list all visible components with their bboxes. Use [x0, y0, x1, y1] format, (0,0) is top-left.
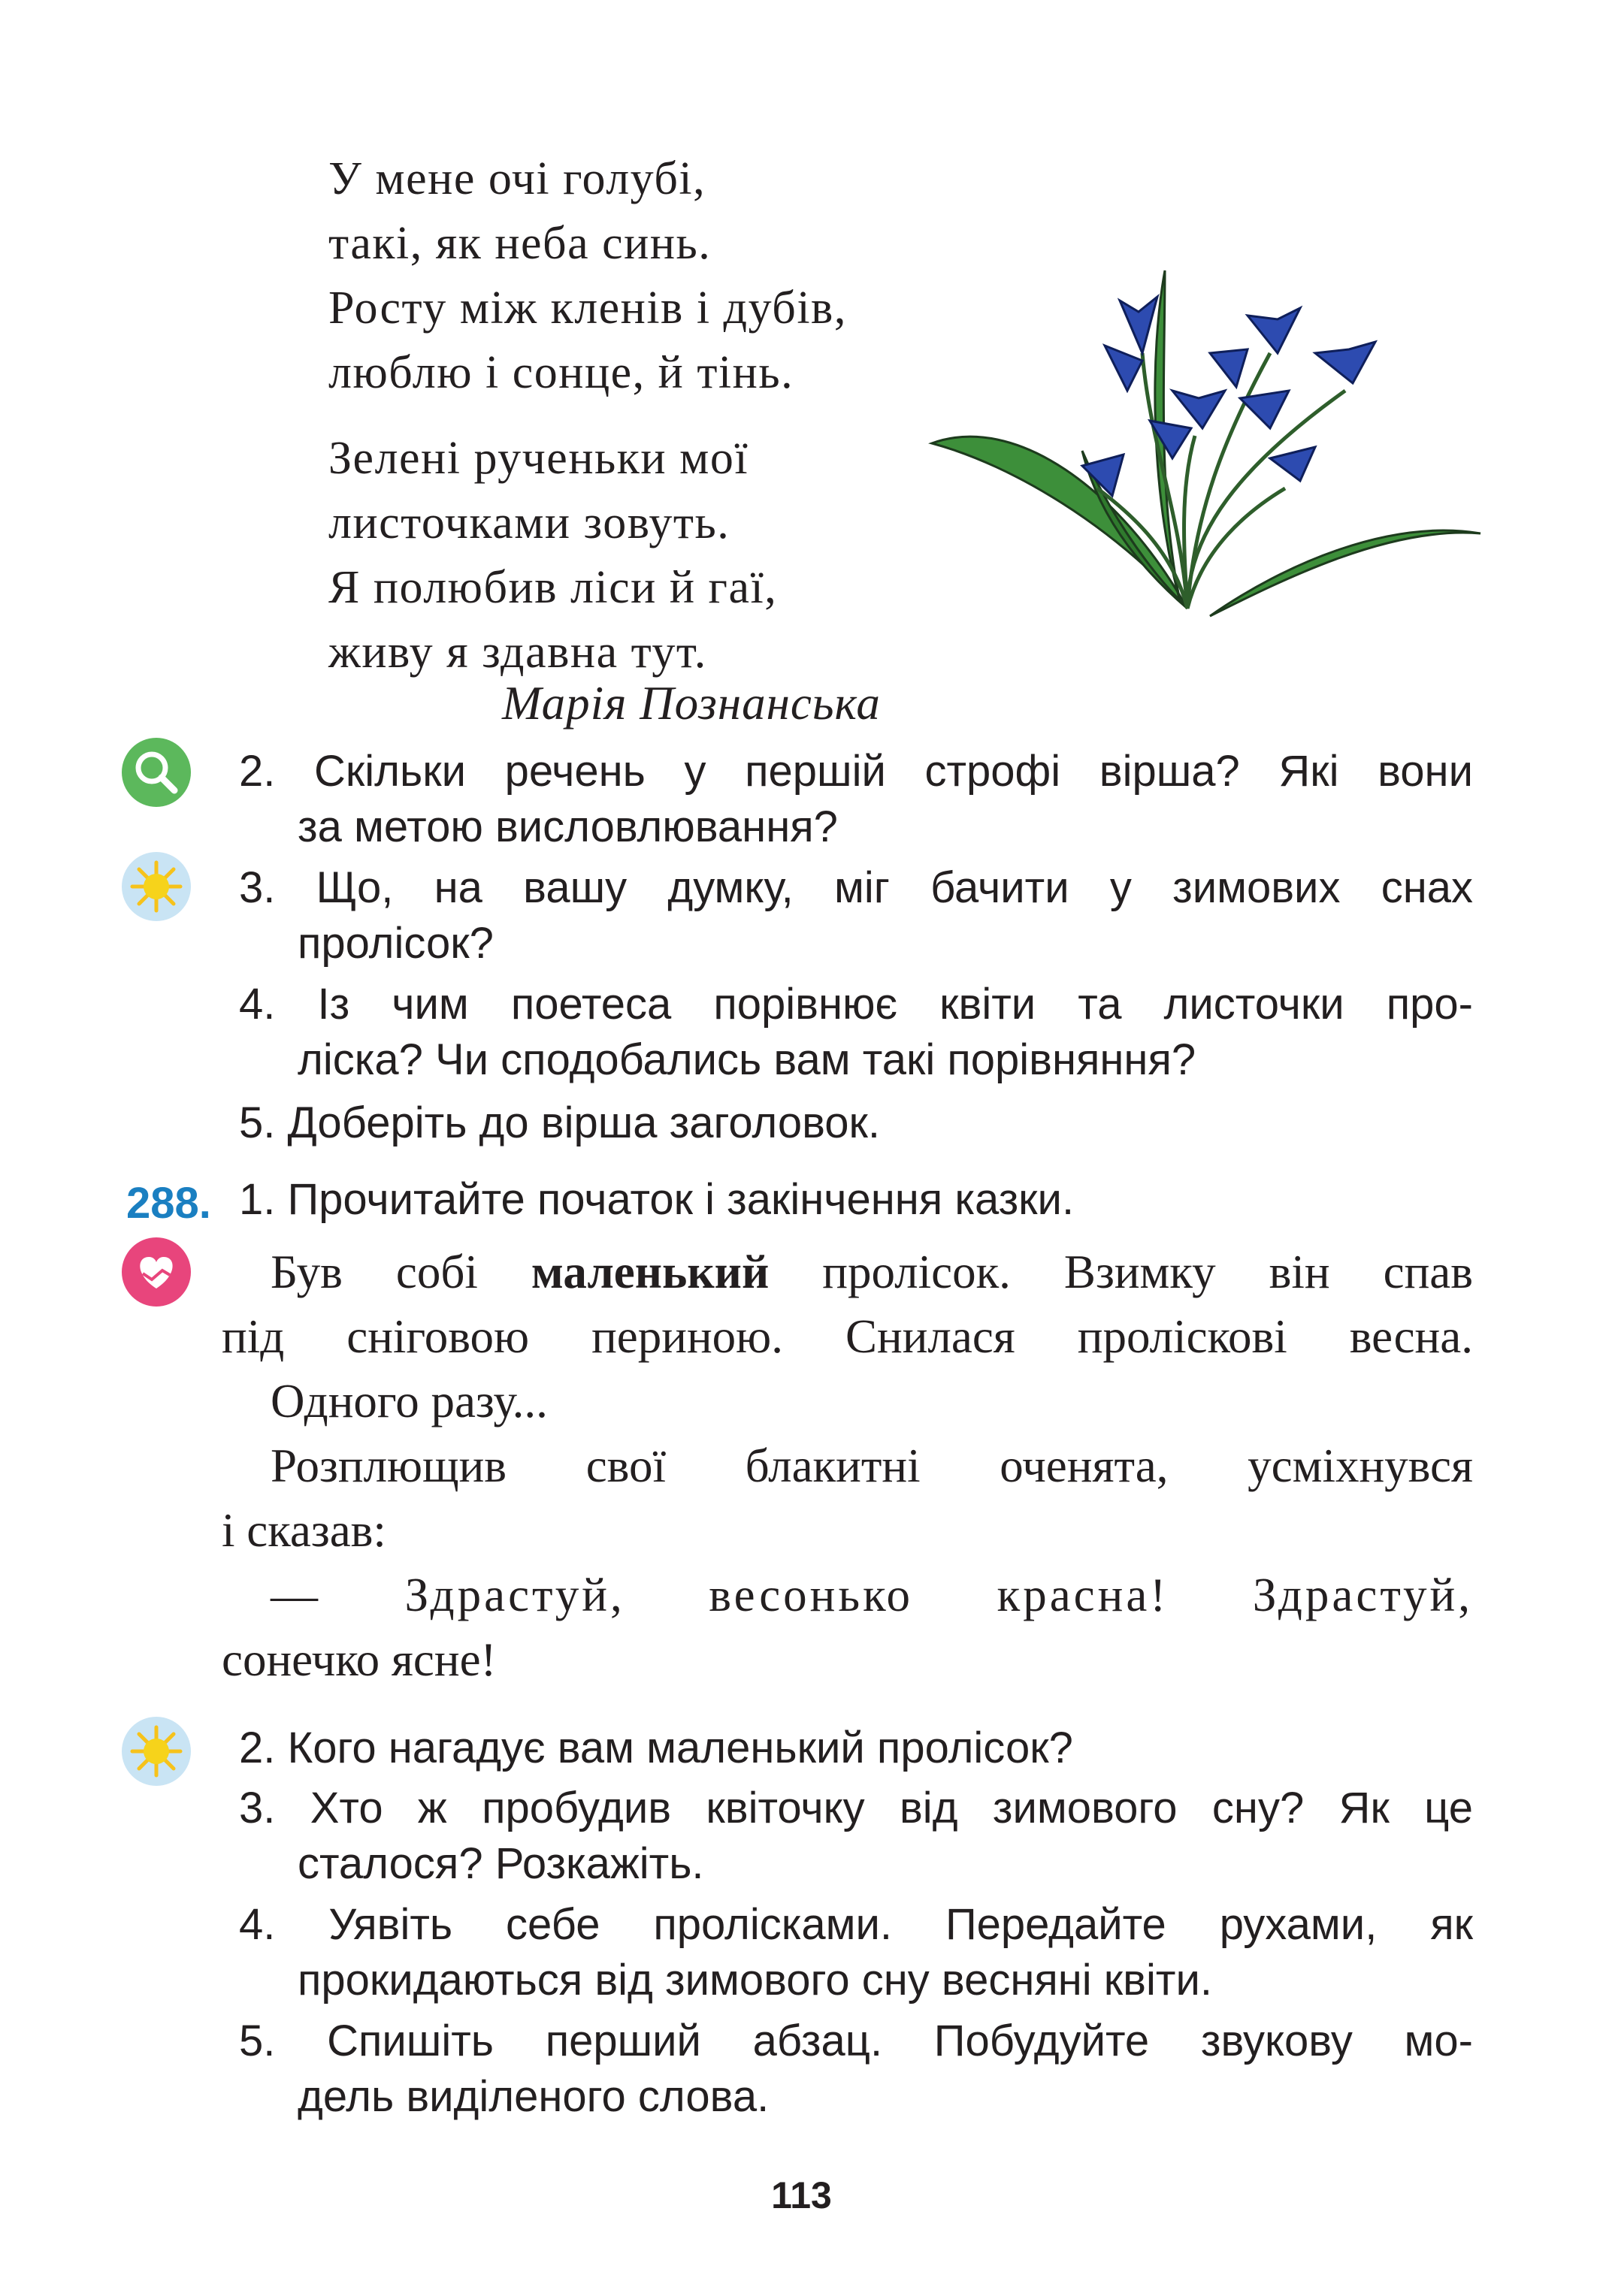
story-line: — Здрастуй, весонько красна! Здрастуй,: [271, 1569, 1473, 1621]
magnifier-icon: [120, 736, 192, 808]
question-line: прокидаються від зимового сну весняні квіти.: [298, 1956, 1212, 2004]
question-line: 4. Уявіть себе пролісками. Передайте рухами, як: [239, 1900, 1473, 1949]
question-5: [239, 1095, 1473, 1151]
question-3: [239, 860, 1473, 971]
question-line: 2. Кого нагадує вам маленький пролісок?: [239, 1724, 1073, 1772]
poem-line: У мене очі голубі,: [328, 153, 706, 204]
poem-line: живу я здавна тут.: [328, 627, 707, 678]
fairy-tale-text: [222, 1240, 1473, 1692]
story-text: Був собі: [271, 1246, 531, 1298]
question-line: 4. Із чим поетеса порівнює квіти та листочки про-: [239, 980, 1473, 1029]
poem-stanza-2: [328, 426, 1005, 684]
story-line: під сніговою периною. Снилася пролісковi весна.: [222, 1310, 1473, 1363]
story-line: сонечко ясне!: [222, 1633, 497, 1686]
question-line: 5. Спишіть перший абзац. Побудуйте звукову мо-: [239, 2017, 1473, 2065]
poem-author: Марія Познанська: [502, 677, 881, 730]
poem: [328, 147, 1005, 684]
sun-icon: [120, 850, 192, 923]
exercise-task-1: [239, 1172, 1473, 1228]
sun-icon: [120, 1715, 192, 1787]
poem-line: такі, як неба синь.: [328, 218, 712, 269]
highlighted-word: маленький: [531, 1246, 770, 1298]
exercise-number: 288.: [126, 1179, 211, 1228]
story-line: Одного разу...: [271, 1375, 548, 1427]
poem-line: Росту між кленів і дубів,: [328, 282, 847, 334]
question-line: за метою висловлювання?: [298, 802, 838, 851]
page-number: 113: [771, 2174, 832, 2216]
question-line: дель виділеного слова.: [298, 2072, 770, 2121]
poem-line: Зелені рученьки мої: [328, 433, 749, 484]
question-line: пролісок?: [298, 919, 494, 968]
story-line: і сказав:: [222, 1504, 386, 1557]
question-line: 3. Що, на вашу думку, міг бачити у зимових снах: [239, 863, 1473, 912]
story-line: Розплющив свої блакитні оченята, усміхнувся: [271, 1440, 1473, 1492]
scilla-flower-illustration: [924, 263, 1496, 639]
question-line: сталося? Розкажіть.: [298, 1839, 704, 1888]
story-text: пролісок. Взимку він спав: [769, 1246, 1474, 1298]
question-2: [239, 744, 1473, 855]
poem-stanza-1: [328, 147, 1005, 405]
handshake-heart-icon: [120, 1236, 192, 1308]
question-5-tale: [239, 2014, 1473, 2125]
question-line: ліска? Чи сподобались вам такі порівняння?: [298, 1035, 1196, 1084]
poem-line: люблю і сонце, й тінь.: [328, 347, 794, 398]
poem-line: Я полюбив ліси й гаї,: [328, 562, 778, 613]
question-3-tale: [239, 1781, 1473, 1892]
question-line: 2. Скільки речень у першій строфі вірша? Які вони: [239, 747, 1473, 796]
question-line: 5. Доберіть до вірша заголовок.: [239, 1098, 880, 1147]
story-line: [222, 1240, 1473, 1304]
question-4: [239, 977, 1473, 1088]
poem-line: листочками зовуть.: [328, 497, 730, 548]
question-2-tale: [239, 1720, 1473, 1776]
question-line: 3. Хто ж пробудив квіточку від зимового сну? Як це: [239, 1784, 1473, 1832]
task-line: 1. Прочитайте початок і закінчення казки.: [239, 1175, 1075, 1224]
question-4-tale: [239, 1897, 1473, 2008]
